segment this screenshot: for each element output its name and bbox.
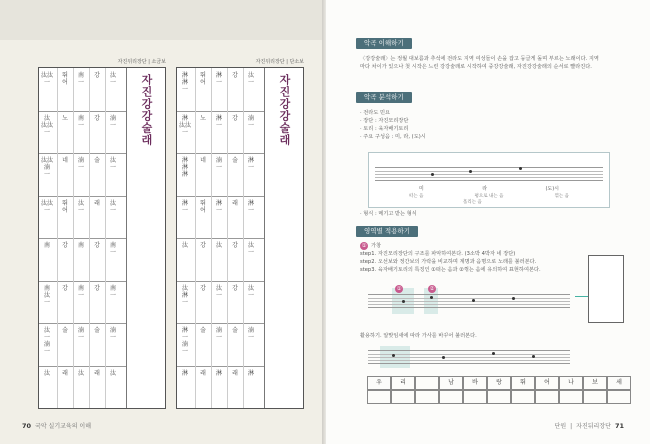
activity-text: 활용하기. 알맞임새에 따라 가사를 바꾸어 불러본다. <box>360 333 477 339</box>
lyric-box-blank <box>463 390 487 404</box>
scale-label: 미 <box>419 186 424 192</box>
lyric-box-blank <box>487 390 511 404</box>
lyric-cell: 래 <box>232 199 238 207</box>
lyric-box <box>415 376 439 390</box>
jeonggan-cell: 淋 一 <box>215 114 222 129</box>
lyric-box: 뛰 <box>511 376 535 390</box>
title-strip <box>126 68 165 408</box>
lyric-cell: 술 <box>94 327 100 334</box>
jeonggan-cell: 汰 <box>215 242 222 249</box>
jeonggan-cell: 淋 一 <box>215 199 222 214</box>
lyric-cell: 래 <box>94 369 100 377</box>
lyric-box-blank <box>583 390 607 404</box>
lyric-cell: 뛰 어 <box>200 72 206 86</box>
lyric-box-blank <box>391 390 415 404</box>
jeonggan-cell: 汰汰 一 <box>41 72 54 86</box>
jeonggan-cell: 南 <box>77 242 84 249</box>
connector-line <box>575 296 588 297</box>
lyric-cell: 래 <box>200 369 206 377</box>
score-title: 자진강강술래 <box>140 74 153 146</box>
lyric-cell: 강 <box>94 284 100 292</box>
lyric-cell: 강 <box>232 242 238 249</box>
jeonggan-frame <box>176 67 304 409</box>
left-folio: 70 국악 실기교육의 이해 <box>22 422 92 430</box>
scale-desc: 꺾는 음 <box>554 194 569 199</box>
lyric-cell: 래 <box>62 369 68 377</box>
jeonggan-cell: 汰 一 <box>247 242 254 256</box>
jeonggan-cell: 汰 <box>181 242 188 249</box>
lyric-cell: 강 <box>62 242 68 249</box>
lyric-box: 남 <box>439 376 463 390</box>
lyric-cell: 강 <box>94 242 100 249</box>
lyric-cell: 강 <box>200 242 206 249</box>
lyric-cell: 뛰 어 <box>62 199 68 214</box>
jeonggan-cell: 南 汰 一 <box>43 284 50 306</box>
scale-desc: 흘리는 음 <box>463 200 482 205</box>
jeonggan-row-divider <box>39 111 127 112</box>
score-caption: 자진뒤리장단 | 단소보 <box>255 59 304 65</box>
jeonggan-cell: 湳 一 <box>77 157 84 171</box>
jeonggan-row-divider <box>177 153 265 154</box>
scale-label: (도)시 <box>545 186 559 192</box>
jeonggan-cell: 南 <box>43 242 50 249</box>
lyric-cell: 강 <box>94 114 100 122</box>
jeonggan-cell: 淋 <box>247 369 254 377</box>
lyric-cell: 뛰 어 <box>200 199 206 214</box>
title-strip <box>264 68 303 408</box>
lyric-cell: 강 <box>232 284 238 292</box>
lyric-box: 리 <box>391 376 415 390</box>
jeonggan-col-divider <box>243 68 244 408</box>
jeonggan-col-divider <box>89 68 90 408</box>
score-title: 자진강강술래 <box>278 74 291 146</box>
jeonggan-cell: 汰 一 <box>215 284 222 299</box>
lyric-box: 바 <box>463 376 487 390</box>
jeonggan-row-divider <box>177 238 265 239</box>
analyze-item: · 토리 : 육자배기토리 <box>360 126 409 132</box>
badge-2: ② <box>429 286 435 292</box>
score-sogeum <box>38 58 166 409</box>
jeonggan-cell: 淋 一 <box>247 157 254 171</box>
scale-desc: 떠는 음 <box>409 194 424 199</box>
lyric-box-blank <box>607 390 631 404</box>
section-analyze: 악곡 분석하기 <box>356 92 412 103</box>
jeonggan-cell: 汰汰 一 <box>41 199 54 214</box>
jeonggan-cell: 湳 一 <box>109 327 116 341</box>
jeonggan-cell: 汰 汰汰 一 <box>41 114 54 136</box>
jeonggan-col-divider <box>211 68 212 408</box>
jeonggan-col-divider <box>57 68 58 408</box>
jeonggan-cell: 汰 一 <box>109 199 116 214</box>
jeonggan-row-divider <box>39 153 127 154</box>
lyric-box: 나 <box>559 376 583 390</box>
jeonggan-cell: 南 一 <box>109 284 116 299</box>
apply-head: 가창 <box>371 243 382 249</box>
score-danso <box>176 58 304 409</box>
jeonggan-cell: 湳 一 <box>215 327 222 341</box>
lyric-cell: 노 <box>200 114 206 122</box>
lyric-cell: 강 <box>232 114 238 122</box>
analyze-list <box>360 109 600 141</box>
note-la <box>469 170 472 173</box>
lyric-box-blank <box>535 390 559 404</box>
jeonggan-cell: 淋 一 <box>215 72 222 86</box>
jeonggan-col-divider <box>73 68 74 408</box>
jeonggan-row-divider <box>177 366 265 367</box>
jeonggan-cell: 汰汰 湳 一 <box>41 157 54 178</box>
jeonggan-grid <box>39 68 127 408</box>
right-folio: 단원 | 자진뒤리장단 71 <box>554 422 624 430</box>
analyze-item: · 전라도 민요 <box>360 110 391 116</box>
lyric-box-blank <box>367 390 391 404</box>
lyric-box-blank <box>439 390 463 404</box>
jeonggan-cell: 淋 <box>215 369 222 377</box>
badge-1: ① <box>396 286 402 292</box>
lyric-cell: 노 <box>62 114 68 122</box>
jeonggan-cell: 汰 一 湳 一 <box>43 327 50 355</box>
lyric-cell: 술 <box>232 327 238 334</box>
jeonggan-cell: 南 一 <box>77 114 84 129</box>
lyric-cell: 래 <box>94 199 100 207</box>
jeonggan-cell: 南 一 <box>77 284 84 299</box>
lyric-row-blank <box>367 390 631 404</box>
scale-staff <box>368 152 610 208</box>
jeonggan-row-divider <box>39 281 127 282</box>
jeonggan-cell: 淋 淋 一 <box>181 72 188 93</box>
jeonggan-cell: 淋 一 <box>181 199 188 214</box>
apply-list <box>360 242 600 274</box>
analyze-item: · 장단 : 자진모리장단 <box>360 118 409 124</box>
scale-desc: 평으로 내는 음 <box>474 194 504 199</box>
number-badge: ① <box>361 243 367 249</box>
lyric-cell: 강 <box>94 72 100 79</box>
scale-label: 라 <box>482 186 488 192</box>
jeonggan-cell: 湳 一 <box>77 327 84 341</box>
jeonggan-grid <box>177 68 265 408</box>
jeonggan-col-divider <box>195 68 196 408</box>
activity-staff <box>362 342 576 372</box>
note-mi <box>431 173 434 176</box>
jeonggan-cell: 汰 一 <box>109 72 116 86</box>
jeonggan-cell: 汰 一 <box>247 72 254 86</box>
jeonggan-cell: 汰 <box>109 369 116 377</box>
jeonggan-row-divider <box>177 111 265 112</box>
lyric-box: 어 <box>535 376 559 390</box>
jeonggan-cell: 汰 淋 一 <box>181 284 188 306</box>
jeonggan-cell: 湳 一 <box>109 114 116 129</box>
lyric-cell: 술 <box>232 157 238 164</box>
jeonggan-cell: 淋 汰汰 一 <box>179 114 192 136</box>
lyric-box-blank <box>415 390 439 404</box>
jeonggan-cell: 南 一 <box>109 242 116 256</box>
lyric-cell: 강 <box>62 284 68 292</box>
section-apply: 영역별 적용하기 <box>356 226 418 237</box>
jeonggan-row-divider <box>177 323 265 324</box>
jeonggan-cell: 湳 一 <box>247 327 254 341</box>
lyric-box-blank <box>511 390 535 404</box>
jeonggan-row-divider <box>39 238 127 239</box>
jeonggan-cell: 汰 一 <box>77 199 84 214</box>
jeonggan-cell: 汰 一 <box>247 284 254 299</box>
lyric-box: 랑 <box>487 376 511 390</box>
jeonggan-cell: 汰 <box>77 369 84 377</box>
lyric-cell: 네 <box>62 157 68 164</box>
lyric-row <box>367 376 631 390</box>
step-item: step1. 자진모리장단의 구조를 파악하여본다. (3소박 4박자 네 장단) <box>360 251 516 257</box>
jeonggan-row-divider <box>177 281 265 282</box>
lyric-box-blank <box>559 390 583 404</box>
jeonggan-cell: 淋 一 湳 一 <box>181 327 188 355</box>
lyric-cell: 래 <box>232 369 238 377</box>
jeonggan-cell: 湳 一 <box>247 114 254 129</box>
lyric-box: 세 <box>607 376 631 390</box>
lyric-cell: 술 <box>200 327 206 334</box>
jeonggan-cell: 汰 一 <box>109 157 116 171</box>
understand-text: 〈강강술래〉는 정월 대보름과 추석에 전라도 지역 여성들이 손을 잡고 둥글게 돌며 부르는 노래이다. 지역마다 차이가 있으나 첫 시작은 느린 강강술래로 시작하여 중강강술래, 자진강강술래의 순서로 빨라진다. <box>360 56 599 70</box>
lyric-cell: 강 <box>232 72 238 79</box>
lyric-cell: 뛰 어 <box>62 72 68 86</box>
step-item: step3. 육자배기토리의 특징인 ①떠는 음과 ②꺾는 음에 유의하여 표현하여본다. <box>360 267 541 273</box>
jeonggan-col-divider <box>105 68 106 408</box>
jeonggan-cell: 淋 一 <box>247 199 254 214</box>
lyric-cell: 술 <box>62 327 68 334</box>
jeonggan-row-divider <box>39 323 127 324</box>
jeonggan-cell: 淋 淋 淋 <box>181 157 188 178</box>
jeonggan-row-divider <box>177 196 265 197</box>
jeonggan-cell: 南 一 <box>77 72 84 86</box>
note-si <box>519 167 522 170</box>
analyze-item: · 주요 구성음 : 미, 라, (도)시 <box>360 134 426 140</box>
jeonggan-cell: 湳 一 <box>215 157 222 171</box>
jeonggan-cell: 汰 <box>43 369 50 377</box>
lyric-cell: 강 <box>200 284 206 292</box>
form-text: · 형식 : 메기고 받는 형식 <box>360 211 417 217</box>
jeonggan-col-divider <box>227 68 228 408</box>
lyric-cell: 네 <box>200 157 206 164</box>
lyric-cell: 술 <box>94 157 100 164</box>
jeonggan-row-divider <box>39 366 127 367</box>
lyric-box: 보 <box>583 376 607 390</box>
sidebox-jeonggan <box>588 255 624 323</box>
lyric-box: 우 <box>367 376 391 390</box>
score-caption: 자진뒤리장단 | 소금보 <box>117 59 166 65</box>
jeonggan-frame <box>38 67 166 409</box>
section-understand: 악곡 이해하기 <box>356 38 412 49</box>
jeonggan-cell: 淋 <box>181 369 188 377</box>
jeonggan-row-divider <box>39 196 127 197</box>
step-item: step2. 오선보와 정간보의 가락을 비교하며 계명과 음명으로 노래를 불러본다. <box>360 259 537 265</box>
